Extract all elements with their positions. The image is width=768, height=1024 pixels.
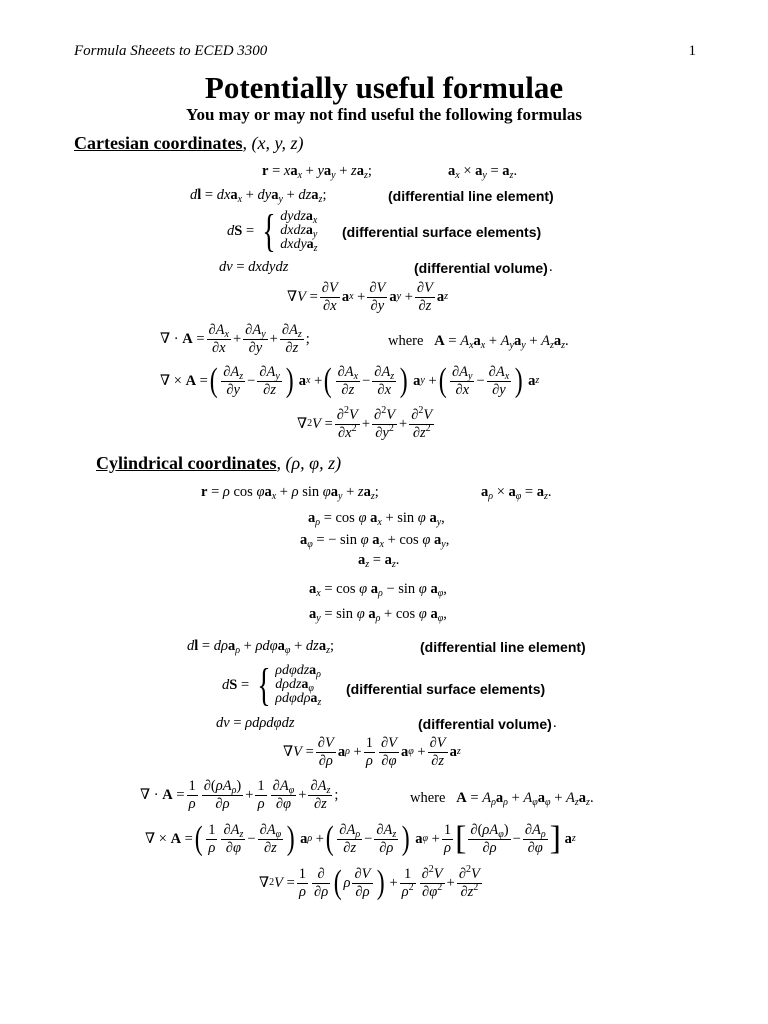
section-cartesian <box>74 133 303 154</box>
cart-curl: ∇ × A = ( $\partial A_z$ ∂y − $\partial A_y$ ∂z ) a x + ( $\partial A_x$ ∂z − $\partial A_z$ ∂x ) a y + ( $\partial A_y$ ∂x − $\partial A_x$ ∂y ) a z <box>160 362 540 400</box>
cyl-a-z: $a_z = a_z$. <box>358 552 400 570</box>
cyl-a-y: $a_y = \sin \varphi$ $a_\rho + \cos \varphi$ $a_\varphi$, <box>309 606 447 624</box>
cart-dS: dS = { dydza$_x$ dxdza$_y$ dxdya$_z$ <box>227 205 318 256</box>
cyl-divergence: ∇ · A = 1 ρ $\partial(\rho A_\rho)$ ∂ρ + 1 ρ $\partial A_\varphi$ ∂φ + $\partial A_z$ ∂z ; <box>140 778 339 812</box>
cart-note-surface: (differential surface elements) <box>342 224 542 240</box>
cyl-note-volume: (differential volume) <box>418 716 552 732</box>
cylindrical-coords: , (ρ, φ, z) <box>276 453 342 473</box>
cart-dl: dl = dxa$_x$ + dya$_y$ + dza$_z$; <box>190 187 327 205</box>
cart-where-label: where <box>388 333 424 349</box>
cart-laplacian: ∇ 2 V = ∂$^2$V $\partial x^2$ + ∂$^2$V $\partial y^2$ + ∂$^2$V $\partial z^2$ <box>297 405 433 441</box>
cyl-laplacian: ∇ 2 V = 1 ρ ∂ ∂ρ ( ρ ∂V ∂ρ ) + 1 $\rho^2$ ∂$^2$V $\partial\varphi^2$ + ∂$^2$V $\partial z^2$ <box>259 864 480 902</box>
cyl-note-surface: (differential surface elements) <box>346 681 546 697</box>
header-course: Formula Sheeets to ECED 3300 <box>74 43 268 59</box>
cyl-curl: ∇ × A = ( 1 ρ $\partial A_z$ ∂φ − $\partial A_\varphi$ ∂z ) a ρ + ( $\partial A_\rho$ ∂z − $\partial A_z$ ∂ρ ) a φ + 1 ρ [ $\partial(\rho A_\varphi)$ ∂ρ − $\partial A_\rho$ ∂φ ] a z <box>145 820 576 858</box>
cyl-gradient: ∇ V = ∂V ∂ρ a ρ + 1 ρ ∂V ∂φ a φ + ∂V ∂z a z <box>283 735 461 769</box>
cyl-where: where $A = A_\rho a_\rho + A_\varphi a_\varphi + A_za_z$. <box>410 790 594 808</box>
cart-gradient: ∇ V = ∂V ∂x a x + ∂V ∂y a y + ∂V ∂z a z <box>287 280 449 314</box>
page-title: Potentially useful formulae <box>204 70 564 105</box>
cyl-a-phi: $a_\varphi$ = − sin φ $a_x + \cos \varphi$ $a_y$, <box>300 532 450 550</box>
cyl-dv: dv = ρdρdφdz <box>216 715 295 731</box>
cartesian-heading: Cartesian coordinates <box>74 133 243 153</box>
cart-cross-product: $a_x \times a_y = a_z$. <box>448 163 518 181</box>
cyl-where-label: where <box>410 790 446 806</box>
cyl-a-rho: $a_\rho = \cos \varphi$ $a_x + \sin \varphi$ $a_y$, <box>308 510 445 528</box>
cart-note-line: (differential line element) <box>388 188 554 204</box>
page-subtitle: You may or may not find useful the following formulas <box>186 105 582 124</box>
cylindrical-heading: Cylindrical coordinates <box>96 453 277 473</box>
cart-note-volume: (differential volume) <box>414 260 548 276</box>
page: Formula Sheeets to ECED 3300 1 Potentially useful formulae You may or may not find useful the following formulas Cartesian coordinates, (x, y, z) $r = xa_x + ya_y + za_z$; $a_x \times a_y = a_z$. dl = dxa$_x$ + dya$_y$ + dza$_z$; (differential line element) dS = { dydza$_x$ dxdza$_y$ dxdya$_z$ (differential surface elements) dv = dxdydz (differential volume) . ∇ V = ∂V ∂x a x + ∂V ∂y a y + ∂V ∂z a z ∇ · A = $\partial A_x$ ∂x + $\partial A_y$ ∂y + $\partial A_z$ ∂z ; where $A = A_xa_x + A_ya_y + A_za_z$. ∇ × A = ( $\partial A_z$ ∂y − $\partial A_y$ ∂z ) a x + ( $\partial A_x$ ∂z − $\partial A_z$ ∂x ) a y + ( $\partial A_y$ ∂x − $\partial A_x$ ∂y ) a z ∇ 2 V = ∂$^2$V $\partial x^2$ + ∂$^2$V $\partial y^2$ + ∂$^2$V $\partial z^2$ Cylindrical coordinates, (ρ, φ, z) r = ρ $\cos \varphi a_x + \rho$ $\sin \varphi a_y + za_z$; $a_\rho \times a_\varphi = a_z$. $a_\rho = \cos \varphi$ $a_x + \sin \varphi$ $a_y$, $a_\varphi$ = − sin φ $a_x + \cos \varphi$ $a_y$, $a_z = a_z$. $a_x = \cos \varphi$ $a_\rho - \sin \varphi$ $a_\varphi$, $a_y = \sin \varphi$ $a_\rho + \cos \varphi$ $a_\varphi$, dl = dρa$_\rho$ + ρdφa$_\varphi$ + dza$_z$; (differential line element) dS = { ρdφdza$_\rho$ dρdza$_\varphi$ ρdφdρa$_z$ (differential surface elements) dv = ρdρdφdz (differential volume) . ∇ V = ∂V ∂ρ a ρ + 1 ρ ∂V ∂φ a φ + ∂V ∂z a z ∇ · A = 1 ρ $\partial(\rho A_\rho)$ ∂ρ + 1 ρ $\partial A_\varphi$ ∂φ + $\partial A_z$ ∂z ; where $A = A_\rho a_\rho + A_\varphi a_\varphi + A_za_z$. ∇ × A = ( 1 ρ $\partial A_z$ ∂φ − $\partial A_\varphi$ ∂z ) a ρ + ( $\partial A_\rho$ ∂z − $\partial A_z$ ∂ρ ) a φ + 1 ρ [ $\partial(\rho A_\varphi)$ ∂ρ − $\partial A_\rho$ ∂φ ] a z ∇ 2 V = 1 ρ ∂ ∂ρ ( ρ ∂V ∂ρ ) + 1 $\rho^2$ ∂$^2$V $\partial\varphi^2$ + ∂$^2$V $\partial z^2$ <box>0 0 768 1024</box>
section-cylindrical <box>96 453 341 474</box>
cyl-a-x: $a_x = \cos \varphi$ $a_\rho - \sin \varphi$ $a_\varphi$, <box>309 581 447 599</box>
cart-dv: dv = dxdydz <box>219 259 289 275</box>
cart-where: where $A = A_xa_x + A_ya_y + A_za_z$. <box>388 333 569 351</box>
cyl-dl: dl = dρa$_\rho$ + ρdφa$_\varphi$ + dza$_z$; <box>187 638 334 656</box>
cart-position-vector: $r = xa_x + ya_y + za_z$; <box>262 163 372 181</box>
cyl-note-line: (differential line element) <box>420 639 586 655</box>
cyl-position-vector: r = ρ $\cos \varphi a_x + \rho$ $\sin \varphi a_y + za_z$; <box>201 484 379 502</box>
cart-divergence: ∇ · A = $\partial A_x$ ∂x + $\partial A_y$ ∂y + $\partial A_z$ ∂z ; <box>160 322 310 356</box>
header-page-number: 1 <box>688 43 696 59</box>
cartesian-coords: , (x, y, z) <box>242 133 304 153</box>
cyl-dS: dS = { ρdφdza$_\rho$ dρdza$_\varphi$ ρdφdρa$_z$ <box>222 659 322 710</box>
cyl-cross-product: $a_\rho \times a_\varphi = a_z$. <box>481 484 552 502</box>
